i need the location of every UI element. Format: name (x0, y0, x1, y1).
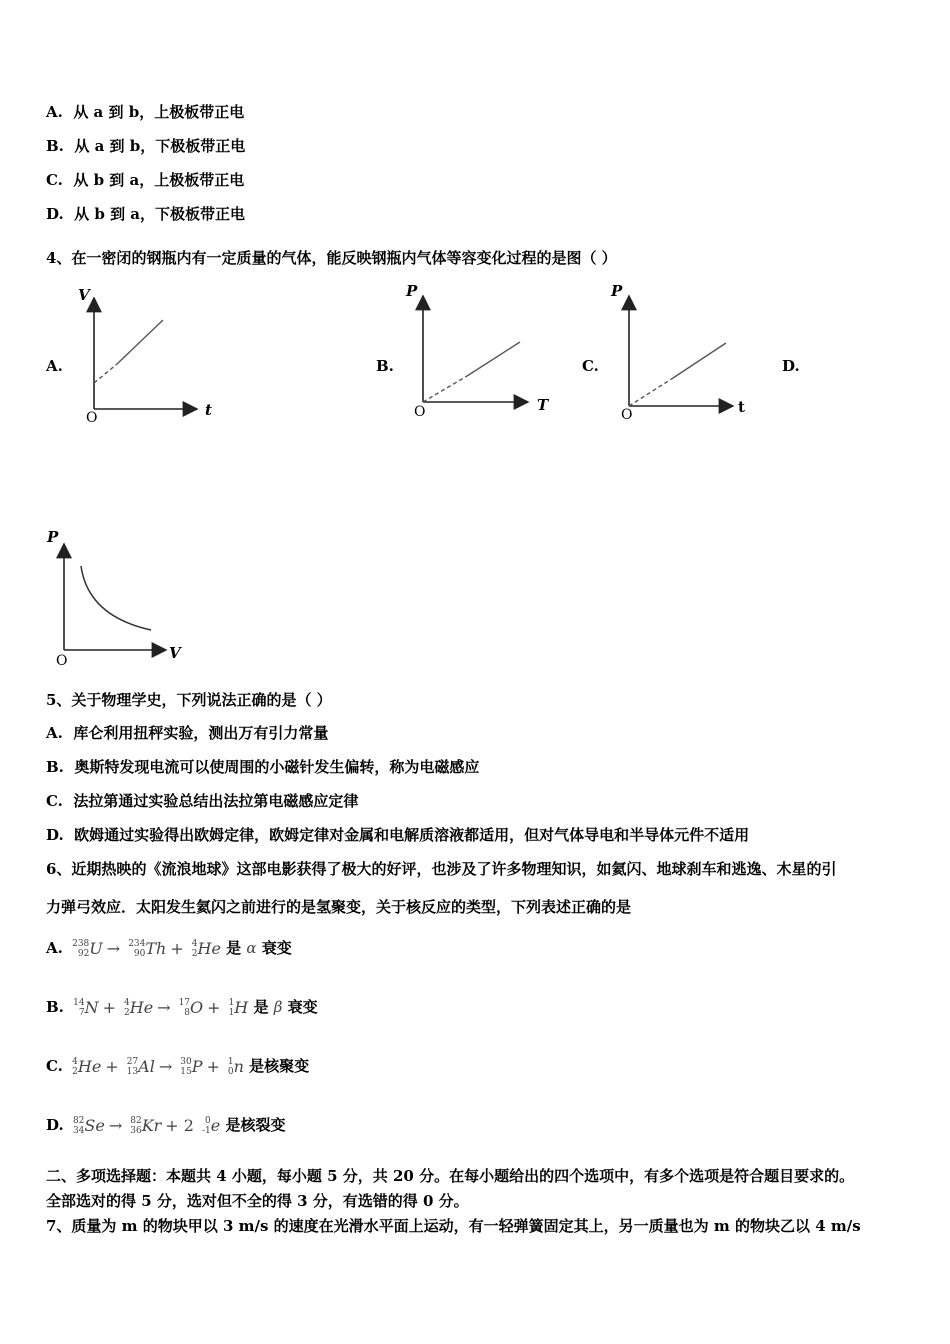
mass-number: 1 (227, 1057, 234, 1068)
option-key: D. (46, 826, 64, 844)
nuclide-numbers (179, 998, 190, 1018)
nuclide-numbers (130, 1116, 141, 1136)
option-key: B. (46, 137, 64, 155)
mass-number: 30 (180, 1057, 192, 1068)
option-tail: 是 (253, 998, 269, 1016)
option-key: A. (46, 103, 63, 121)
nuclide-numbers (128, 939, 145, 959)
element-symbol: O (190, 997, 204, 1017)
element-symbol: Se (84, 1115, 105, 1135)
graph-d-p-v (44, 526, 204, 672)
option-text: 奥斯特发现电流可以使周围的小磁针发生偏转，称为电磁感应 (74, 758, 480, 776)
x-axis-label: T (537, 396, 549, 414)
equation-operator: → (106, 938, 121, 958)
x-axis-label: V (169, 644, 181, 662)
q5-stem: 5、关于物理学史，下列说法正确的是（ ） (46, 691, 332, 709)
option-key: A. (46, 724, 63, 742)
origin-label: O (86, 410, 98, 424)
q6-option-a (46, 938, 292, 959)
q5-option-a (46, 723, 328, 743)
equation-operator: → (157, 997, 171, 1017)
option-text: 欧姆通过实验得出欧姆定律，欧姆定律对金属和电解质溶液都适用，但对气体导电和半导体元件不适用 (74, 826, 750, 844)
element-symbol: He (197, 938, 221, 958)
element-symbol: Kr (141, 1115, 162, 1135)
graph-a-v-t (70, 282, 230, 424)
atomic-number: 36 (130, 1126, 142, 1137)
nuclide-numbers (202, 1116, 211, 1136)
atomic-number: 0 (227, 1067, 234, 1078)
mass-number: 82 (130, 1116, 142, 1127)
element-symbol: U (89, 938, 103, 958)
nuclide-numbers (73, 998, 84, 1018)
extrapolated-line (94, 364, 117, 383)
nuclide-numbers (180, 1057, 191, 1077)
equation-operator: + (206, 1056, 220, 1076)
q4-label-c: C. (582, 357, 599, 375)
q3-option-d (46, 204, 245, 224)
q5-option-b (46, 757, 479, 777)
atomic-number: 90 (133, 949, 146, 960)
mass-number: 1 (228, 998, 235, 1009)
q6-option-c (46, 1056, 309, 1077)
mass-number: 17 (178, 998, 191, 1009)
atomic-number: 2 (191, 949, 198, 960)
atomic-number: 2 (72, 1067, 78, 1078)
equation-operator: + 2 (165, 1115, 194, 1135)
element-symbol: e (210, 1115, 221, 1135)
q6-stem-line2: 力弹弓效应．太阳发生氦闪之前进行的是氢聚变，关于核反应的类型，下列表述正确的是 (46, 898, 632, 916)
mass-number: 234 (128, 939, 146, 950)
element-symbol: Th (145, 938, 167, 958)
option-tail2: 衰变 (261, 939, 292, 957)
atomic-number: -1 (201, 1126, 211, 1137)
graph-c-p-t (605, 280, 765, 422)
atomic-number: 1 (228, 1008, 235, 1019)
decay-symbol: β (273, 998, 283, 1016)
mass-number: 0 (205, 1116, 211, 1127)
option-key: C. (46, 792, 63, 810)
option-key: D. (46, 1116, 64, 1134)
data-line (673, 343, 726, 378)
option-key: C. (46, 171, 63, 189)
nuclear-equation (68, 1057, 244, 1078)
extrapolated-line (423, 376, 467, 402)
atomic-number: 2 (124, 1008, 130, 1019)
q3-option-c (46, 170, 244, 190)
element-symbol: N (84, 997, 99, 1017)
graph-b-p-t (400, 280, 560, 422)
option-tail: 是 (226, 939, 242, 957)
option-text: 库仑利用扭秤实验，测出万有引力常量 (73, 724, 329, 742)
atomic-number: 7 (78, 1008, 85, 1019)
q7-stem: 7、质量为 m 的物块甲以 3 m/s 的速度在光滑水平面上运动，有一轻弹簧固定其上，另一质量也为 m 的物块乙以 4 m/s (46, 1217, 861, 1235)
nuclear-equation (69, 998, 248, 1019)
mass-number: 4 (191, 939, 198, 950)
q3-option-a (46, 102, 244, 122)
nuclear-equation (68, 939, 221, 960)
option-key: B. (46, 998, 64, 1016)
q6-option-b (46, 997, 318, 1018)
option-text: 从 a 到 b，上极板带正电 (73, 103, 245, 121)
mass-number: 27 (126, 1057, 139, 1068)
option-tail: 是核聚变 (249, 1057, 310, 1075)
q4-label-b: B. (376, 357, 394, 375)
option-text: 从 b 到 a，上极板带正电 (73, 171, 245, 189)
equation-operator: → (108, 1115, 123, 1135)
q6-stem-line1: 6、近期热映的《流浪地球》这部电影获得了极大的好评，也涉及了许多物理知识，如氦闪、地球刹车和逃逸、木星的引 (46, 860, 837, 878)
y-axis-label: P (47, 528, 59, 546)
element-symbol: H (234, 997, 249, 1017)
mass-number: 4 (72, 1057, 78, 1068)
decay-symbol: α (246, 939, 257, 957)
atomic-number: 92 (77, 949, 90, 960)
option-key: A. (46, 939, 63, 957)
q5-option-d (46, 825, 749, 845)
element-symbol: n (233, 1056, 244, 1076)
q6-option-d (46, 1115, 285, 1136)
origin-label: O (621, 407, 633, 422)
option-key: B. (46, 758, 64, 776)
data-line (117, 320, 163, 364)
equation-operator: + (102, 997, 116, 1017)
equation-operator: + (105, 1056, 119, 1076)
nuclide-numbers (127, 1057, 138, 1077)
y-axis-label: P (406, 282, 418, 300)
extrapolated-line (629, 378, 673, 406)
option-key: C. (46, 1057, 63, 1075)
mass-number: 238 (72, 939, 90, 950)
atomic-number: 13 (126, 1067, 139, 1078)
option-text: 从 b 到 a，下极板带正电 (74, 205, 246, 223)
nuclide-numbers (72, 939, 89, 959)
atomic-number: 8 (184, 1008, 191, 1019)
element-symbol: P (191, 1056, 203, 1076)
q4-label-d: D. (782, 357, 800, 375)
element-symbol: He (77, 1056, 102, 1076)
nuclide-numbers (73, 1116, 84, 1136)
section2-line1: 二、多项选择题：本题共 4 小题，每小题 5 分，共 20 分。在每小题给出的四个选项中，有多个选项是符合题目要求的。 (46, 1167, 855, 1185)
equation-operator: → (158, 1056, 173, 1076)
q3-option-b (46, 136, 245, 156)
option-tail: 是核裂变 (225, 1116, 286, 1134)
x-axis-label: t (738, 398, 745, 416)
mass-number: 14 (73, 998, 85, 1009)
q4-label-a: A. (46, 357, 63, 375)
atomic-number: 34 (72, 1126, 85, 1137)
data-line (467, 342, 520, 376)
mass-number: 82 (72, 1116, 85, 1127)
origin-label: O (56, 653, 68, 669)
section2-line2: 全部选对的得 5 分，选对但不全的得 3 分，有选错的得 0 分。 (46, 1192, 469, 1210)
element-symbol: He (129, 997, 154, 1017)
nuclear-equation (69, 1116, 220, 1137)
y-axis-label: P (611, 282, 623, 300)
option-key: D. (46, 205, 64, 223)
atomic-number: 15 (180, 1067, 192, 1078)
q5-option-c (46, 791, 358, 811)
mass-number: 4 (124, 998, 130, 1009)
option-text: 法拉第通过实验总结出法拉第电磁感应定律 (73, 792, 359, 810)
x-axis-label: t (205, 401, 212, 419)
option-tail2: 衰变 (287, 998, 318, 1016)
y-axis-label: V (78, 286, 90, 304)
origin-label: O (414, 404, 426, 420)
equation-operator: + (207, 997, 221, 1017)
q4-stem: 4、在一密闭的钢瓶内有一定质量的气体，能反映钢瓶内气体等容变化过程的是图（ ） (46, 249, 617, 267)
element-symbol: Al (138, 1056, 155, 1076)
equation-operator: + (170, 938, 184, 958)
option-text: 从 a 到 b，下极板带正电 (74, 137, 246, 155)
isotherm-curve (81, 566, 151, 630)
